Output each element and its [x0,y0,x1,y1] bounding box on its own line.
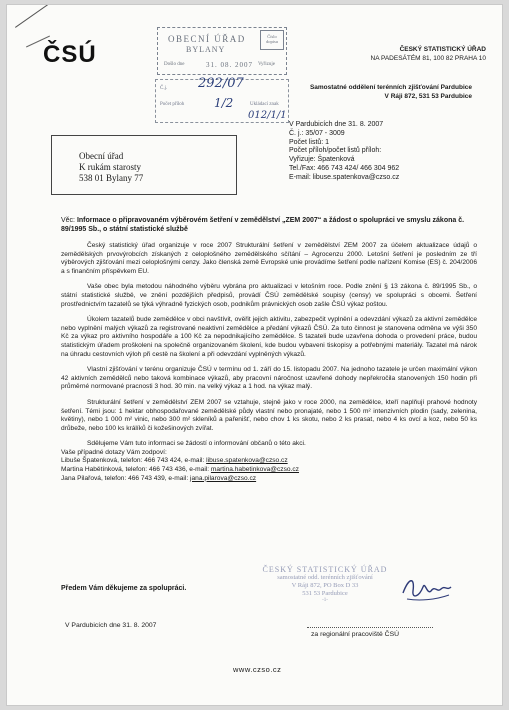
recipient-line2: K rukám starosty [79,162,141,172]
stamp-received-label: Došlo dne [164,62,185,67]
meta-place-date: V Pardubicích dne 31. 8. 2007 [289,121,384,128]
registry-stamp [155,76,289,123]
paragraph-intro: Český statistický úřad organizuje v roce 2007 Strukturální šetření v zemědělství ZEM 2007 za účelem aktualizace údajů o zemědělských prvovýrobcích získaných z celoplošného zemědělského sčítání – Agrocenzu 2000. Letošní šetření je posledním ze tří výběrových zjišťování mezi celoplošnými cenzy. Jako členská země Evropské unie provádíme šetření podle nařízení Komise (ES) č. 204/2006 a s finančním příspěvkem EU. [61,242,477,275]
meta-attachments: Počet příloh/počet listů příloh: [289,147,382,155]
handwritten-ref: 292/07 [198,76,244,91]
contact-item [61,475,477,484]
stamp-attachments-label: Počet příloh [160,102,185,107]
letter-subject [61,216,481,234]
stamp-line1: OBECNÍ ÚŘAD [168,34,246,44]
contacts-intro: Vaše případné dotazy Vám zodpoví: [61,448,167,456]
contact-email-link[interactable]: martina.habetinkova@czso.cz [210,466,299,474]
stamp-letter-number-box: Číslo dopisu [260,30,284,50]
recipient-address [79,151,143,184]
meta-ref: Č. j.: 35/07 - 3009 [289,129,345,137]
closing-thanks: Předem Vám děkujeme za spolupráci. [61,585,187,592]
contact-item [61,466,477,475]
office-stamp-line4: 531 53 Pardubice [302,590,348,597]
contact-list [61,449,477,483]
meta-email: E-mail: libuse.spatenkova@czso.cz [289,173,400,181]
letter-body [61,242,477,483]
contact-email-link[interactable]: libuse.spatenkova@czso.cz [206,457,288,465]
meta-phone: Tel./Fax: 466 743 424/ 466 304 962 [289,164,400,172]
recipient-line1: Obecní úřad [79,151,124,161]
paragraph-thresholds: Strukturální šetření v zemědělství ZEM 2007 se vztahuje, stejně jako v roce 2000, na zemědělce, kteří naplňují prahové hodnoty šetření. Témi jsou: 1 hektar obhospodařované zemědělské půdy vlastní nebo pronajaté, nebo 1 500 m² intenzivních plodin (sady, zelenina, květiny), nebo 1 000 m² vinic, nebo 300 m² skleníků a pařenišť, nebo chov 1 ks skotu, nebo 2 ks prasat, nebo 4 ks ovcí a koz, nebo 50 ks drůbeže, nebo 100 ks králíků či kožešinových zvířat. [61,398,477,432]
stamp-received-date: 31. 08. 2007 [206,61,253,69]
dept-name: Samostatné oddělení terénních zjišťování Pardubice [309,84,472,91]
org-address: NA PADESÁTÉM 81, 100 82 PRAHA 10 [370,55,486,62]
stamp-line2: BYLANY [186,45,226,54]
signature-caption: za regionální pracoviště ČSÚ [311,631,400,638]
letter-metadata [289,121,399,183]
office-stamp-line3: V Ráji 872, PO Box D 33 [291,582,359,589]
recipient-line3: 538 01 Bylany 77 [79,173,144,183]
meta-handled-by: Vyřizuje: Špatenková [289,156,355,164]
subject-text: Informace o připravovaném výběrovém šetření v zemědělství „ZEM 2007“ a žádost o spolupráci ve smyslu zákona č. 89/1995 Sb., o státní statistické službě [61,217,465,233]
paragraph-request: Sdělujeme Vám tuto informaci se žádostí o informování občanů o této akci. [87,440,306,448]
office-stamp [245,565,405,603]
footer-website[interactable]: www.czso.cz [233,665,282,674]
office-stamp-line2: samostatné odd. terénních zjišťování [277,574,373,581]
signature-line [307,627,433,628]
paragraph-interviewers: Úkolem tazatelů bude zemědělce v obci navštívit, ověřit jejich aktivitu, zabezpečit vyplnění a odevzdání výkazů za aktivní zemědělce nebo vyplnění malých výkazů za registrované neaktivní zemědělce a předání výkazů ČSÚ. Za tuto činnost je stanovena odměna ve výši 350 Kč za výkaz pro aktivního hospodáře a 100 Kč za nepodnikajícího zemědělce. S tazateli bude uzavřena dohoda o provedení práce, budou statistickým úřadem proškoleni na společně organizovaném školení, kde budou vybaveni tiskopisy a potřebnými materiály. Tazatel má nárok na úhradu cestovních výloh při cestě na školení a při odevzdání vyplněných výkazů. [61,316,477,358]
contact-item [61,457,477,466]
handwritten-signature [399,571,455,607]
sender-department [310,83,472,101]
handwritten-code: 012/1/1 [248,110,287,121]
contact-email-link[interactable]: jana.pilarova@czso.cz [190,474,257,482]
contact-text: Jana Pilařová, telefon: 466 743 439, e-mail: [61,474,191,482]
stamp-ref-label: Č.j. [160,86,168,91]
handwritten-attachments: 1/2 [214,96,234,110]
stamp-storage-label: Ukládací znak [250,102,279,107]
org-name: ČESKÝ STATISTICKÝ ÚŘAD [399,46,486,53]
stamp-handled-label: Vyřizuje [258,62,275,67]
closing-place-date: V Pardubicích dne 31. 8. 2007 [65,622,157,629]
paragraph-fieldwork: Vlastní zjišťování v terénu organizuje ČSÚ v termínu od 1. září do 15. listopadu 2007. Na jednoho tazatele je určen maximální výkon 42 aktivních zemědělců nebo taková kombinace výkazů, aby pracovní náročnost uzavřené dohody nepřekročila stanovených 150 hodin při průměrné normované pracnosti 3 hod. 30 min. na velký výkaz a 1 hod. na výkaz malý. [61,366,477,391]
contact-text: Libuše Špatenková, telefon: 466 743 424, e-mail: [61,457,207,465]
paragraph-selection: Vaše obec byla metodou náhodného výběru vybrána pro aktualizaci v letošním roce. Podle znění § 13 zákona č. 89/1995 Sb., o státní statistické službě, ve znění pozdějších předpisů, provádí ČSÚ zemědělské soupisy (censy) ve spolupráci s obcemi. Šetření prostřednictvím tazatelů se týká výhradně fyzických osob, podnikům právnických osob zašle ČSÚ výkaz poštou. [61,283,477,308]
subject-prefix: Věc: [61,217,77,224]
contact-text: Martina Habětínková, telefon: 466 743 436, e-mail: [61,466,211,474]
office-stamp-line1: ČESKÝ STATISTICKÝ ÚŘAD [262,565,388,574]
letter-page [6,4,503,706]
sender-organization [371,45,487,63]
incoming-stamp [157,27,287,75]
meta-sheets: Počet listů: 1 [289,138,330,146]
czso-logo: ČSÚ [43,41,97,68]
office-stamp-line5: -1- [322,598,328,603]
dept-address: V Ráji 872, 531 53 Pardubice [384,93,472,100]
